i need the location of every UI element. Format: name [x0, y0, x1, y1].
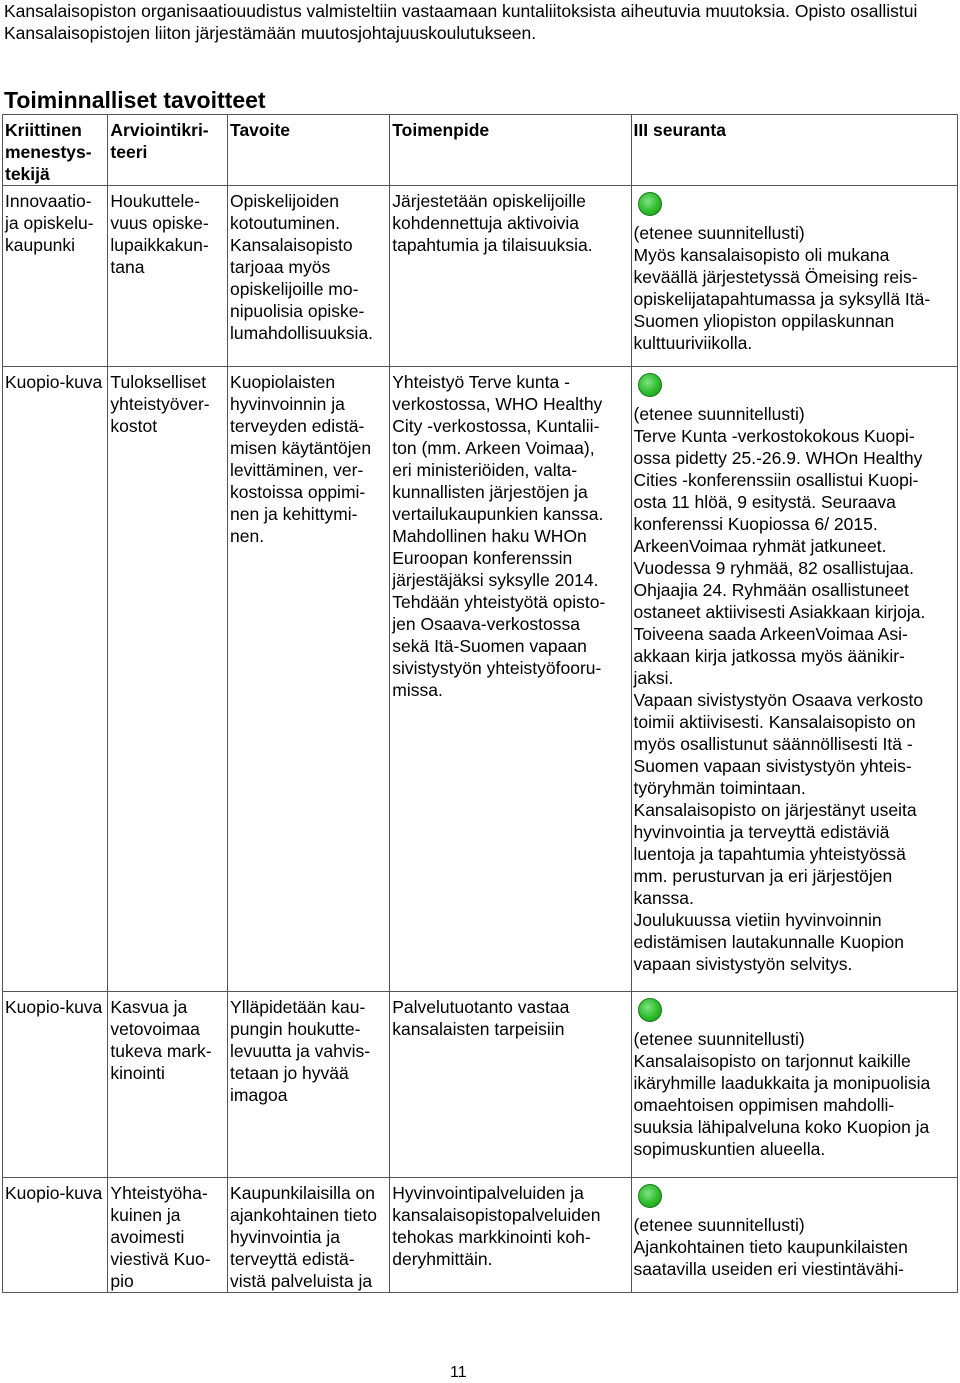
header-criterion: Arviointikri- teeri	[108, 115, 228, 186]
followup-text: Ajankohtainen tieto kaupunkilaisten saatavilla useiden eri viestintävähi-	[633, 1237, 908, 1279]
cell-criterion: Yhteistyöha- kuinen ja avoimesti viestivä Kuo- pio	[108, 1178, 228, 1293]
followup-text: Terve Kunta -verkostokokous Kuopi- ossa pidetty 25.-26.9. WHOn Healthy Cities -konferenssiin osallistui Kuopi- osta 11 hlöä, 9 esitystä. Seuraava konferenssi Kuopiossa 6/ 2015. ArkeenVoimaa ryhmät jatkuneet. Vuodessa 9 ryhmää, 82 osallistujaa. Ohjaajia 24. Ryhmään osallistuneet ostaneet aktiivisesti Asiakkaan kirjoja. Toiveena saada ArkeenVoimaa Asi- akkaan kirja jatkossa myös äänikir- jaksi. Vapaan sivistystyön Osaava verkosto toimii aktiivisesti. Kansalaisopisto on myös osallistunut säännöllisesti Itä - Suomen vapaan sivistystyön yhteis- työryhmän toimintaan. Kansalaisopisto on järjestänyt useita hyvinvointia ja terveyttä edistäviä luentoja ja tapahtumia yhteistyössä mm. perusturvan ja eri järjestöjen kanssa. Joulukuussa vietiin hyvinvoinnin edistämisen lautakunnalle Kuopion vapaan sivistystyön selvitys.	[633, 426, 926, 974]
intro-paragraph: Kansalaisopiston organisaatiouudistus valmisteltiin vastaamaan kuntaliitoksista aiheutuvia muutoksia. Opisto osallistui Kansalaisopistojen liiton järjestämään muutosjohtajuuskoulutukseen.	[4, 1, 918, 43]
cell-followup	[631, 186, 957, 367]
table-row	[3, 367, 958, 992]
cell-criterion: Tulokselliset yhteistyöver- kostot	[108, 367, 228, 992]
status-label: (etenee suunnitellusti)	[633, 223, 805, 243]
green-status-light-icon	[638, 373, 662, 397]
cell-factor: Kuopio-kuva	[3, 367, 108, 992]
status-label: (etenee suunnitellusti)	[633, 1215, 805, 1235]
cell-factor: Kuopio-kuva	[3, 1178, 108, 1293]
cell-goal: Kuopiolaisten hyvinvoinnin ja terveyden edistä- misen käytäntöjen levittäminen, ver- kostoissa oppimi- nen ja kehittymi- nen.	[228, 367, 390, 992]
cell-goal: Opiskelijoiden kotoutuminen. Kansalaisopisto tarjoaa myös opiskelijoille mo- nipuolisia opiske- lumahdollisuuksia.	[228, 186, 390, 367]
followup-text: Kansalaisopisto on tarjonnut kaikille ikäryhmille laadukkaita ja monipuolisia omaehtoisen oppimisen mahdolli- suuksia lähipalveluna koko Kuopion ja sopimuskuntien alueella.	[633, 1051, 931, 1159]
page-number: 11	[450, 1364, 467, 1381]
green-status-light-icon	[638, 192, 662, 216]
cell-followup	[631, 992, 957, 1178]
header-followup: III seuranta	[631, 115, 957, 186]
status-label: (etenee suunnitellusti)	[633, 404, 805, 424]
cell-action: Järjestetään opiskelijoille kohdennettuja aktivoivia tapahtumia ja tilaisuuksia.	[390, 186, 631, 367]
table-row	[3, 992, 958, 1178]
cell-action: Yhteistyö Terve kunta - verkostossa, WHO Healthy City -verkostossa, Kuntalii- ton (mm. Arkeen Voimaa), eri ministeriöiden, valta- kunnallisten järjestöjen ja vertailukaupunkien kanssa. Mahdollinen haku WHOn Euroopan konferenssin järjestäjäksi syksylle 2014. Tehdään yhteistyötä opisto- jen Osaava-verkostossa sekä Itä-Suomen vapaan sivistystyön yhteistyöfooru- missa.	[390, 367, 631, 992]
table-row	[3, 186, 958, 367]
followup-text: Myös kansalaisopisto oli mukana keväällä järjestetyssä Ömeising reis- opiskelijatapahtumassa ja syksyllä Itä- Suomen yliopiston oppilaskunnan kulttuuriviikolla.	[633, 245, 931, 353]
cell-followup	[631, 1178, 957, 1293]
green-status-light-icon	[638, 998, 662, 1022]
cell-criterion: Houkuttele- vuus opiske- lupaikkakun- tana	[108, 186, 228, 367]
header-goal: Tavoite	[228, 115, 390, 186]
green-status-light-icon	[638, 1184, 662, 1208]
cell-goal: Ylläpidetään kau- pungin houkutte- levuutta ja vahvis- tetaan jo hyvää imagoa	[228, 992, 390, 1178]
cell-factor: Kuopio-kuva	[3, 992, 108, 1178]
header-action: Toimenpide	[390, 115, 631, 186]
cell-factor: Innovaatio- ja opiskelu- kaupunki	[3, 186, 108, 367]
cell-action: Palvelutuotanto vastaa kansalaisten tarpeisiin	[390, 992, 631, 1178]
cell-action: Hyvinvointipalveluiden ja kansalaisopistopalveluiden tehokas markkinointi koh- deryhmittäin.	[390, 1178, 631, 1293]
status-label: (etenee suunnitellusti)	[633, 1029, 805, 1049]
cell-goal: Kaupunkilaisilla on ajankohtainen tieto hyvinvointia ja terveyttä edistä- vistä palveluista ja	[228, 1178, 390, 1293]
table-header-row	[3, 115, 958, 186]
goals-table	[2, 114, 958, 1293]
section-title: Toiminnalliset tavoitteet	[4, 87, 266, 113]
table-row	[3, 1178, 958, 1293]
cell-followup	[631, 367, 957, 992]
cell-criterion: Kasvua ja vetovoimaa tukeva mark- kinointi	[108, 992, 228, 1178]
header-critical-factor: Kriittinen menestys- tekijä	[3, 115, 108, 186]
